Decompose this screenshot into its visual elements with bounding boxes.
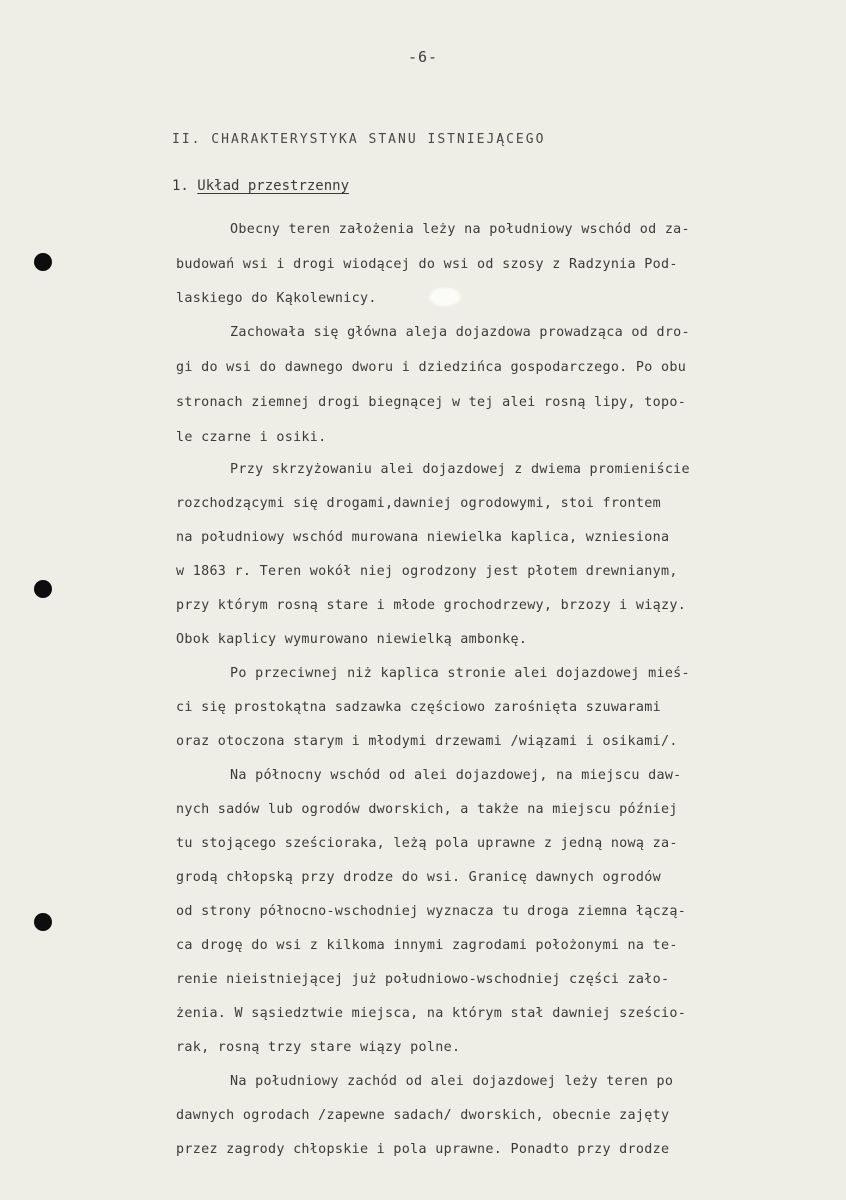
section-title: Układ przestrzenny <box>197 178 350 194</box>
text-line: Na południowy zachód od alei dojazdowej leży teren po <box>230 1074 674 1089</box>
page-number: -6- <box>407 48 439 66</box>
punch-hole <box>34 913 52 931</box>
text-line: od strony północno-wschodniej wyznacza tu droga ziemna łączą- <box>176 904 687 919</box>
text-line: budowań wsi i drogi wiodącej do wsi od szosy z Radzynia Pod- <box>176 257 678 272</box>
text-line: żenia. W sąsiedztwie miejsca, na którym stał dawniej sześcio- <box>176 1006 687 1021</box>
text-line: ci się prostokątna sadzawka częściowo zarośnięta szuwarami <box>176 700 661 715</box>
text-line: le czarne i osiki. <box>176 430 327 445</box>
text-line: na południowy wschód murowana niewielka kaplica, wzniesiona <box>176 530 670 545</box>
text-line: w 1863 r. Teren wokół niej ogrodzony jest płotem drewnianym, <box>176 564 678 579</box>
text-line: Zachowała się główna aleja dojazdowa prowadząca od dro- <box>230 325 690 340</box>
section-number: 1. <box>172 178 189 194</box>
punch-hole <box>34 253 52 271</box>
text-line: Po przeciwnej niż kaplica stronie alei dojazdowej mieś- <box>230 666 690 681</box>
chapter-heading: II. CHARAKTERYSTYKA STANU ISTNIEJĄCEGO <box>172 132 546 147</box>
text-line: gi do wsi do dawnego dworu i dziedzińca gospodarczego. Po obu <box>176 360 687 375</box>
text-line: renie nieistniejącej już południowo-wschodniej części zało- <box>176 972 670 987</box>
text-line: ca drogę do wsi z kilkoma innymi zagrodami położonymi na te- <box>176 938 678 953</box>
correction-smudge <box>428 287 462 307</box>
text-line: dawnych ogrodach /zapewne sadach/ dworskich, obecnie zajęty <box>176 1108 670 1123</box>
text-line: stronach ziemnej drogi biegnącej w tej alei rosną lipy, topo- <box>176 395 687 410</box>
text-line: rak, rosną trzy stare wiązy polne. <box>176 1040 461 1055</box>
punch-hole <box>34 580 52 598</box>
text-line: grodą chłopską przy drodze do wsi. Granicę dawnych ogrodów <box>176 870 661 885</box>
text-line: Obok kaplicy wymurowano niewielką ambonkę. <box>176 632 528 647</box>
section-heading <box>172 178 349 194</box>
text-line: Na północny wschód od alei dojazdowej, na miejscu daw- <box>230 768 682 783</box>
text-line: przez zagrody chłopskie i pola uprawne. Ponadto przy drodze <box>176 1142 670 1157</box>
text-line: nych sadów lub ogrodów dworskich, a także na miejscu później <box>176 802 678 817</box>
text-line: rozchodzącymi się drogami,dawniej ogrodowymi, stoi frontem <box>176 496 661 511</box>
text-line: oraz otoczona starym i młodymi drzewami /wiązami i osikami/. <box>176 734 678 749</box>
text-line: Obecny teren założenia leży na południowy wschód od za- <box>230 222 690 237</box>
text-line: Przy skrzyżowaniu alei dojazdowej z dwiema promieniście <box>230 462 690 477</box>
text-line: tu stojącego sześcioraka, leżą pola uprawne z jedną nową za- <box>176 836 678 851</box>
text-line: laskiego do Kąkolewnicy. <box>176 291 377 306</box>
text-line: przy którym rosną stare i młode grochodrzewy, brzozy i wiązy. <box>176 598 687 613</box>
